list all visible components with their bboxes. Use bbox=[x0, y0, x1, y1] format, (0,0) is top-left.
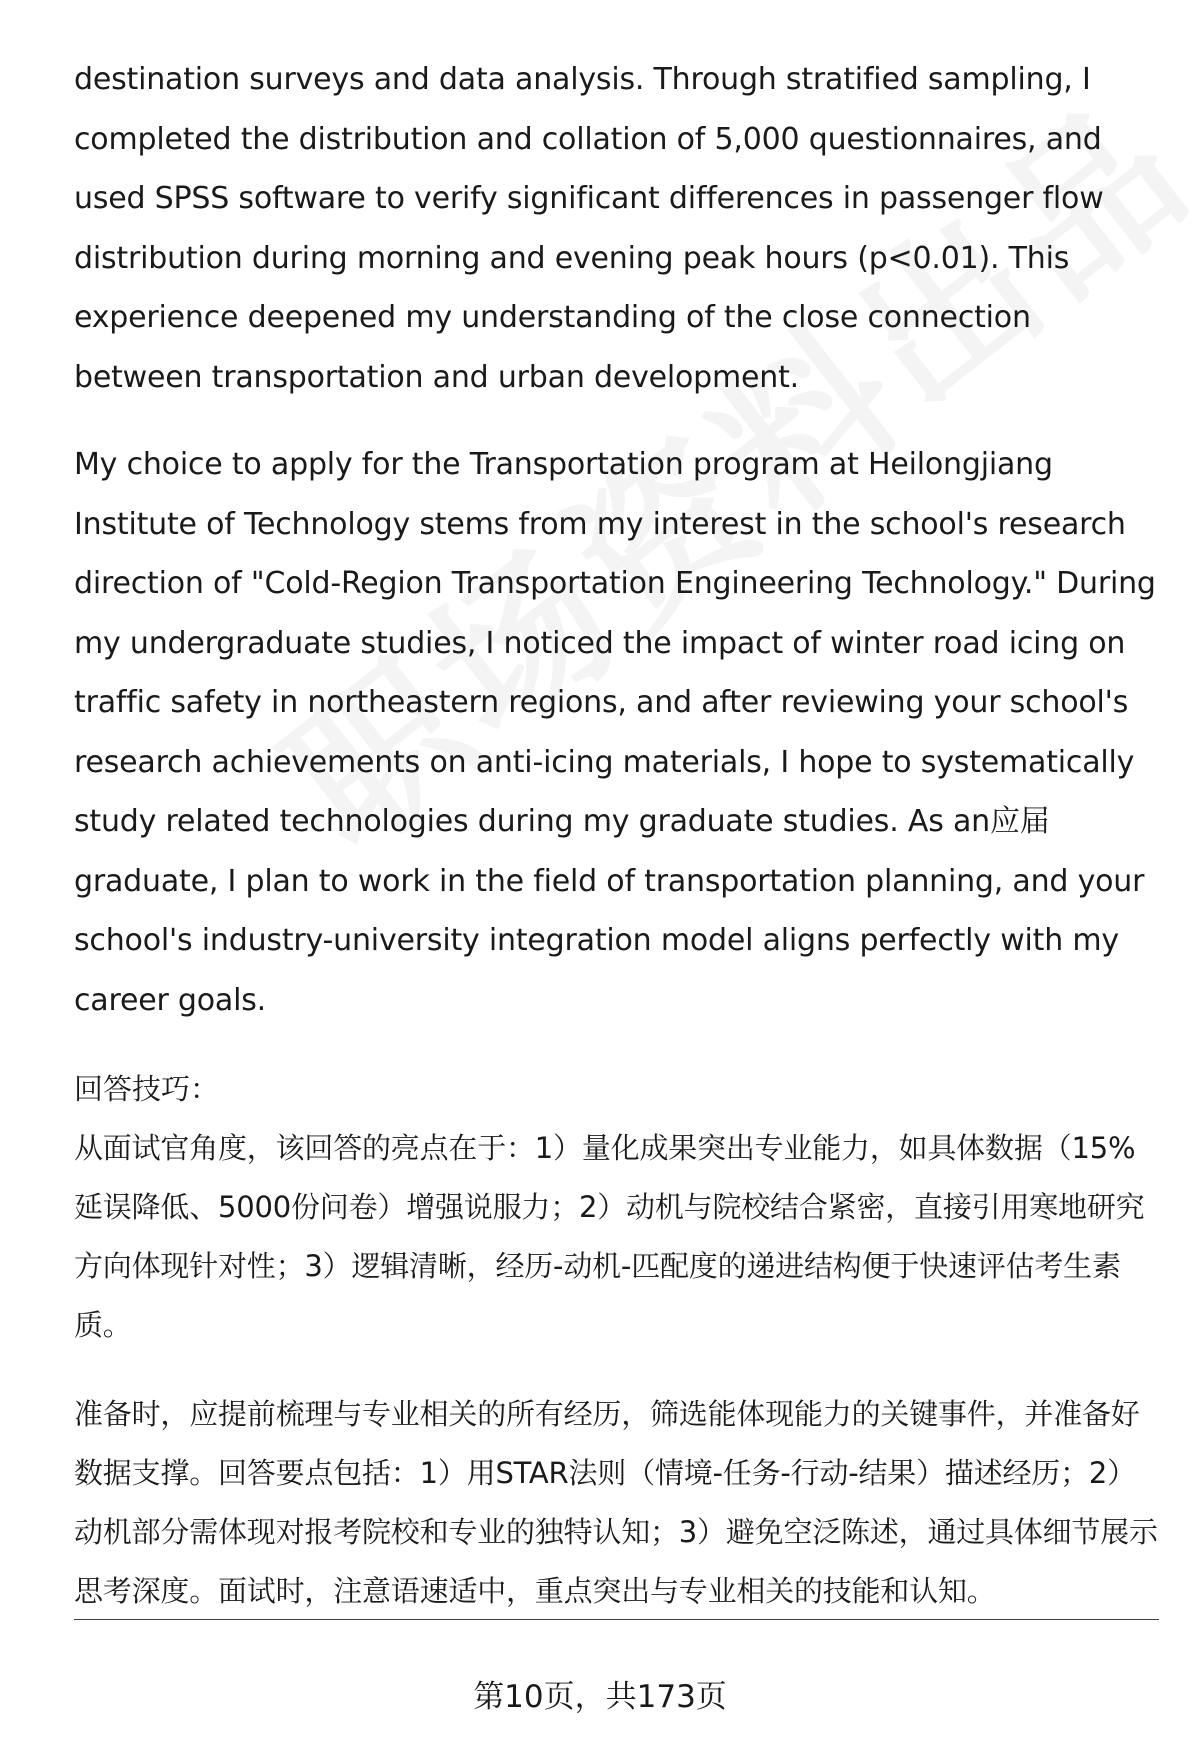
answer-tips-section bbox=[74, 1060, 1159, 1621]
page-content bbox=[74, 50, 1159, 1621]
body-paragraph-2: My choice to apply for the Transportation program at Heilongjiang Institute of Technology stems from my interest in the school's research direction of "Cold-Region Transportation Engineering Technology." During my undergraduate studies, I noticed the impact of winter road icing on traffic safety in northeastern regions, and after reviewing your school's research achievements on anti-icing materials, I hope to systematically study related technologies during my graduate studies. As an应届 graduate, I plan to work in the field of transportation planning, and your school's industry-university integration model aligns perfectly with my career goals. bbox=[74, 447, 1156, 1018]
tips-paragraph-2: 准备时，应提前梳理与专业相关的所有经历，筛选能体现能力的关键事件，并准备好数据支撑。回答要点包括：1）用STAR法则（情境-任务-行动-结果）描述经历；2）动机部分需体现对报考院校和专业的独特认知；3）避免空泛陈述，通过具体细节展示思考深度。面试时，注意语速适中，重点突出与专业相关的技能和认知。 bbox=[74, 1397, 1158, 1608]
footer-divider bbox=[74, 1619, 1159, 1620]
body-paragraph-1: destination surveys and data analysis. Through stratified sampling, I completed the distribution and collation of 5,000 questionnaires, and used SPSS software to verify significant differences in passenger flow distribution during morning and evening peak hours (p<0.01). This experience deepened my understanding of the close connection between transportation and urban development. bbox=[74, 62, 1104, 395]
page-number: 第10页，共173页 bbox=[473, 1679, 727, 1715]
tips-heading: 回答技巧： bbox=[74, 1072, 220, 1106]
tips-paragraph-1: 从面试官角度，该回答的亮点在于：1）量化成果突出专业能力，如具体数据（15%延误降低、5000份问卷）增强说服力；2）动机与院校结合紧密，直接引用寒地研究方向体现针对性；3）逻辑清晰，经历-动机-匹配度的递进结构便于快速评估考生素质。 bbox=[74, 1131, 1145, 1342]
